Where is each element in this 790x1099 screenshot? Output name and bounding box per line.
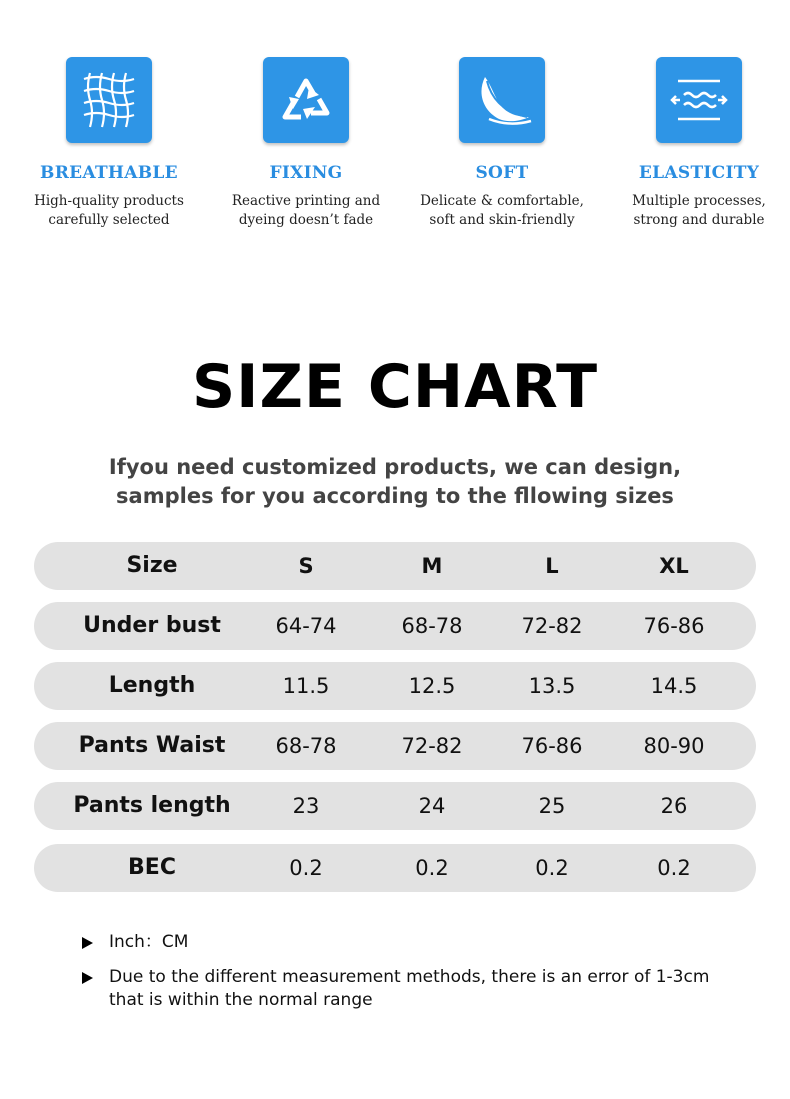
column-header: M bbox=[421, 554, 443, 578]
row-label: Under bust bbox=[83, 613, 221, 638]
row-label: Pants Waist bbox=[78, 733, 226, 758]
feature-desc-line: Delicate & comfortable, bbox=[420, 193, 584, 209]
table-cell: 24 bbox=[418, 794, 446, 818]
intro-text bbox=[0, 453, 790, 511]
table-cell: 72-82 bbox=[401, 734, 463, 758]
table-cell: 23 bbox=[292, 794, 320, 818]
table-cell: 12.5 bbox=[408, 674, 456, 698]
note-text: Inch：CM bbox=[109, 932, 189, 952]
table-cell: 76-86 bbox=[521, 734, 583, 758]
table-cell: 13.5 bbox=[528, 674, 576, 698]
table-cell: 0.2 bbox=[535, 856, 569, 880]
feature-description bbox=[208, 192, 404, 230]
feature-description bbox=[11, 192, 207, 230]
column-header: S bbox=[298, 554, 314, 578]
table-header-row bbox=[34, 542, 756, 590]
feature-strip bbox=[0, 0, 790, 240]
feature-description bbox=[404, 192, 600, 230]
table-cell: 0.2 bbox=[289, 856, 323, 880]
feature-title: BREATHABLE bbox=[40, 163, 178, 183]
table-cell: 72-82 bbox=[521, 614, 583, 638]
feature-desc-line: Multiple processes, bbox=[632, 193, 766, 209]
feature-desc-line: soft and skin-friendly bbox=[429, 212, 575, 228]
table-row bbox=[34, 722, 756, 770]
table-cell: 25 bbox=[538, 794, 566, 818]
feature-desc-line: strong and durable bbox=[633, 212, 765, 228]
triangle-bullet-icon bbox=[82, 937, 93, 949]
table-row bbox=[34, 844, 756, 892]
feather-icon bbox=[459, 57, 545, 143]
note-text: that is within the normal range bbox=[109, 990, 373, 1010]
intro-line: Ifyou need customized products, we can design, bbox=[108, 455, 682, 479]
recycle-icon bbox=[263, 57, 349, 143]
feature-title: SOFT bbox=[475, 163, 529, 183]
table-row bbox=[34, 782, 756, 830]
table-cell: 80-90 bbox=[643, 734, 705, 758]
table-cell: 26 bbox=[660, 794, 688, 818]
row-label: BEC bbox=[128, 855, 176, 880]
row-label: Length bbox=[108, 673, 196, 698]
feature-desc-line: carefully selected bbox=[48, 212, 170, 228]
triangle-bullet-icon bbox=[82, 972, 93, 984]
table-cell: 76-86 bbox=[643, 614, 705, 638]
column-header: L bbox=[545, 554, 559, 578]
table-cell: 11.5 bbox=[282, 674, 330, 698]
table-row bbox=[34, 662, 756, 710]
feature-desc-line: Reactive printing and bbox=[231, 193, 381, 209]
page-title: SIZE CHART bbox=[191, 352, 599, 422]
table-cell: 68-78 bbox=[275, 734, 337, 758]
column-header: XL bbox=[659, 554, 689, 578]
feature-desc-line: High-quality products bbox=[34, 193, 184, 209]
feature-description bbox=[601, 192, 790, 230]
feature-desc-line: dyeing doesn’t fade bbox=[238, 212, 374, 228]
table-cell: 0.2 bbox=[415, 856, 449, 880]
row-label: Pants length bbox=[73, 793, 231, 818]
stretch-icon bbox=[656, 57, 742, 143]
mesh-grid-icon bbox=[66, 57, 152, 143]
table-cell: 14.5 bbox=[650, 674, 698, 698]
feature-title: FIXING bbox=[269, 163, 343, 183]
note-text: Due to the different measurement methods, there is an error of 1-3cm bbox=[109, 967, 710, 987]
table-cell: 68-78 bbox=[401, 614, 463, 638]
table-cell: 64-74 bbox=[275, 614, 337, 638]
feature-title: ELASTICITY bbox=[638, 163, 760, 183]
table-row bbox=[34, 602, 756, 650]
table-cell: 0.2 bbox=[657, 856, 691, 880]
intro-line: samples for you according to the fllowing sizes bbox=[116, 484, 674, 508]
column-header: Size bbox=[126, 553, 178, 578]
